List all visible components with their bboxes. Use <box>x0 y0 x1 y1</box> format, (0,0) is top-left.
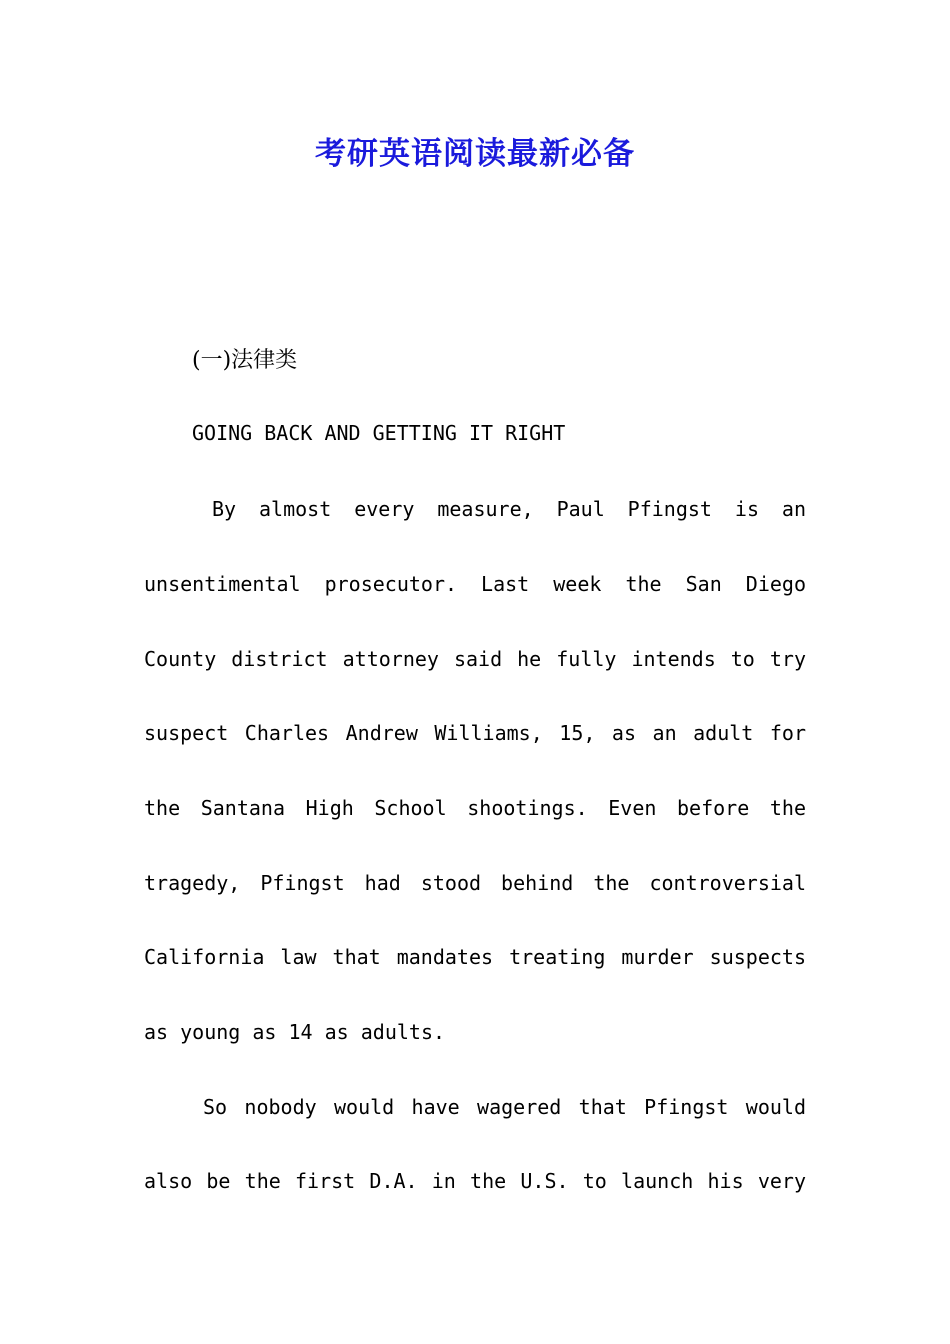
article-heading: GOING BACK AND GETTING IT RIGHT <box>192 421 566 445</box>
document-title: 考研英语阅读最新必备 <box>315 136 635 172</box>
paragraph-line: unsentimental prosecutor. Last week the San Diego <box>144 572 806 596</box>
paragraph-line: tragedy, Pfingst had stood behind the controversial <box>144 871 806 895</box>
paragraph-line: By almost every measure, Paul Pfingst is an <box>212 497 806 521</box>
section-label: (一)法律类 <box>192 348 298 373</box>
paragraph-line: as young as 14 as adults. <box>144 1020 446 1044</box>
paragraph-line: California law that mandates treating murder suspects <box>144 945 806 969</box>
paragraph-line: County district attorney said he fully intends to try <box>144 647 806 671</box>
paragraph-line: also be the first D.A. in the U.S. to launch his very <box>144 1169 806 1193</box>
paragraph-line: suspect Charles Andrew Williams, 15, as an adult for <box>144 721 806 745</box>
paragraph-line: So nobody would have wagered that Pfingst would <box>203 1095 806 1119</box>
paragraph-line: the Santana High School shootings. Even before the <box>144 796 806 820</box>
